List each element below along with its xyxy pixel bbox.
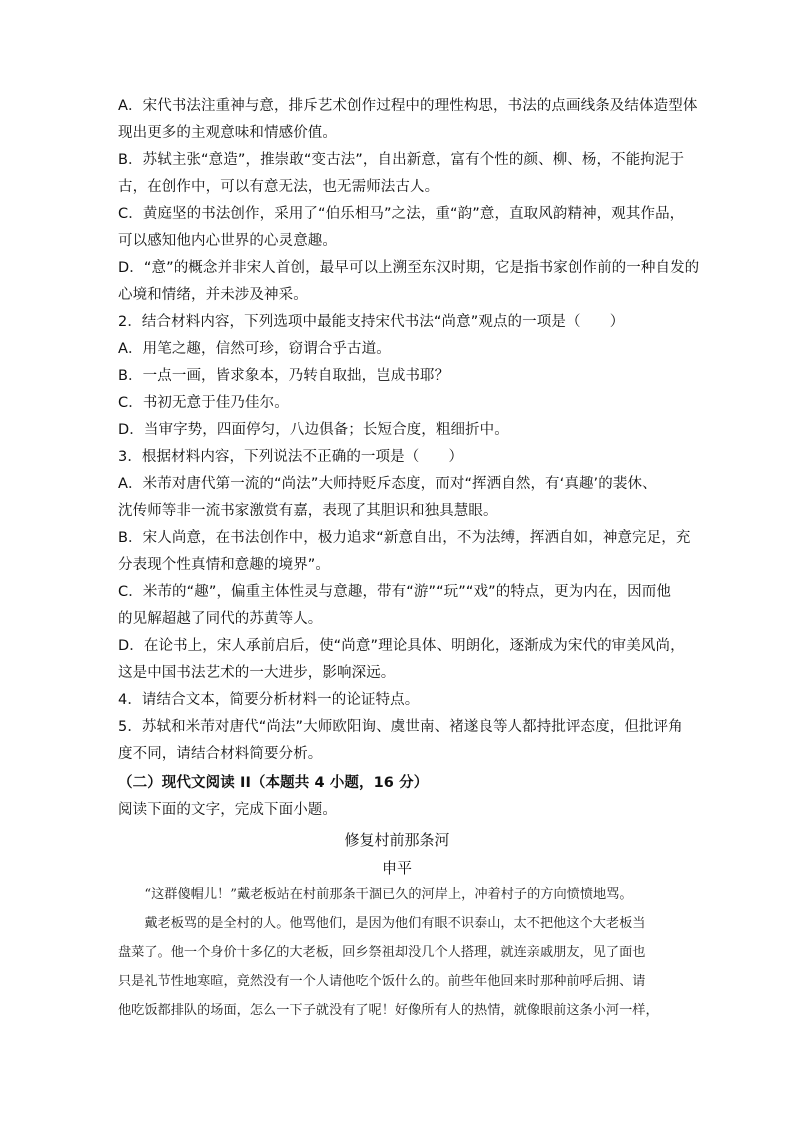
q2-stem: 2．结合材料内容，下列选项中最能支持宋代书法“尚意”观点的一项是（ ） bbox=[118, 314, 625, 330]
section-header: （二）现代文阅读 II（本题共 4 小题，16 分） bbox=[118, 775, 429, 791]
story-paragraph-line: 他吃饭都排队的场面，怎么一下子就没有了呢！好像所有人的热情，就像眼前这条小河一样， bbox=[118, 1003, 659, 1018]
q2-option-c: C．书初无意于佳乃佳尔。 bbox=[118, 395, 289, 411]
story-author: 申平 bbox=[381, 859, 412, 877]
story-paragraph-line: 盘菜了。他一个身价十多亿的大老板，回乡祭祖却没几个人搭理，就连亲戚朋友，见了面也 bbox=[118, 945, 646, 960]
q1-option-b-line1: B．苏轼主张“意造”，推崇敢“变古法”，自出新意，富有个性的颜、柳、杨，不能拘泥于 bbox=[118, 152, 685, 168]
q1-option-d-line1: D．“意”的概念并非宋人首创，最早可以上溯至东汉时期，它是指书家创作前的一种自发的 bbox=[118, 260, 700, 276]
q3-option-a-line2: 沈传师等非一流书家激赏有嘉，表现了其胆识和独具慧眼。 bbox=[118, 503, 498, 519]
q3-option-c-line2: 的见解超越了同代的苏黄等人。 bbox=[118, 611, 323, 627]
story-title: 修复村前那条河 bbox=[344, 831, 450, 849]
q1-option-c-line1: C．黄庭坚的书法创作，采用了“伯乐相马”之法，重“韵”意，直取风韵精神，观其作品， bbox=[118, 206, 685, 222]
q1-option-c-line2: 可以感知他内心世界的心灵意趣。 bbox=[118, 233, 337, 249]
q2-option-d: D．当审字势，四面停匀，八边俱备；长短合度，粗细折中。 bbox=[118, 422, 509, 438]
reading-instruction: 阅读下面的文字，完成下面小题。 bbox=[118, 802, 337, 818]
story-paragraph-line: 戴老板骂的是全村的人。他骂他们，是因为他们有眼不识泰山，太不把他这个大老板当 bbox=[118, 916, 646, 931]
q4-stem: 4．请结合文本，简要分析材料一的论证特点。 bbox=[118, 692, 420, 708]
q2-option-b: B．一点一画，皆求象本，乃转自取拙，岂成书耶？ bbox=[118, 368, 450, 384]
q5-stem-line1: 5．苏轼和米芾对唐代“尚法”大师欧阳询、虞世南、褚遂良等人都持批评态度，但批评角 bbox=[118, 719, 683, 735]
story-paragraph-line: 只是礼节性地寒暄，竟然没有一个人请他吃个饭什么的。前些年他回来时那种前呼后拥、请 bbox=[118, 974, 646, 989]
q1-option-b-line2: 古，在创作中，可以有意无法，也无需师法古人。 bbox=[118, 179, 440, 195]
q1-option-a-line2: 现出更多的主观意味和情感价值。 bbox=[118, 125, 337, 141]
q2-option-a: A．用笔之趣，信然可珍，窃谓合乎古道。 bbox=[118, 341, 391, 357]
q3-option-d-line2: 这是中国书法艺术的一大进步，影响深远。 bbox=[118, 665, 396, 681]
story-paragraph-line: “这群傻帽儿！”戴老板站在村前那条干涸已久的河岸上，冲着村子的方向愤愤地骂。 bbox=[118, 887, 633, 902]
q1-option-d-line2: 心境和情绪，并未涉及神采。 bbox=[118, 287, 308, 303]
q1-option-a-line1: A．宋代书法注重神与意，排斥艺术创作过程中的理性构思，书法的点画线条及结体造型体 bbox=[118, 98, 698, 114]
q3-stem: 3．根据材料内容，下列说法不正确的一项是（ ） bbox=[118, 449, 464, 465]
q3-option-b-line2: 分表现个性真情和意趣的境界”。 bbox=[118, 557, 331, 573]
q3-option-c-line1: C．米芾的“趣”，偏重主体性灵与意趣，带有“游”“玩”“戏”的特点，更为内在，因而他 bbox=[118, 584, 671, 600]
q3-option-a-line1: A．米芾对唐代第一流的“尚法”大师持贬斥态度，而对“挥洒自然，有‘真趣’的裴休、 bbox=[118, 476, 657, 492]
q5-stem-line2: 度不同，请结合材料简要分析。 bbox=[118, 746, 323, 762]
q3-option-b-line1: B．宋人尚意，在书法创作中，极力追求“新意自出，不为法缚，挥洒自如，神意完足，充 bbox=[118, 530, 691, 546]
q3-option-d-line1: D．在论书上，宋人承前启后，使“尚意”理论具体、明朗化，逐渐成为宋代的审美风尚， bbox=[118, 638, 685, 654]
